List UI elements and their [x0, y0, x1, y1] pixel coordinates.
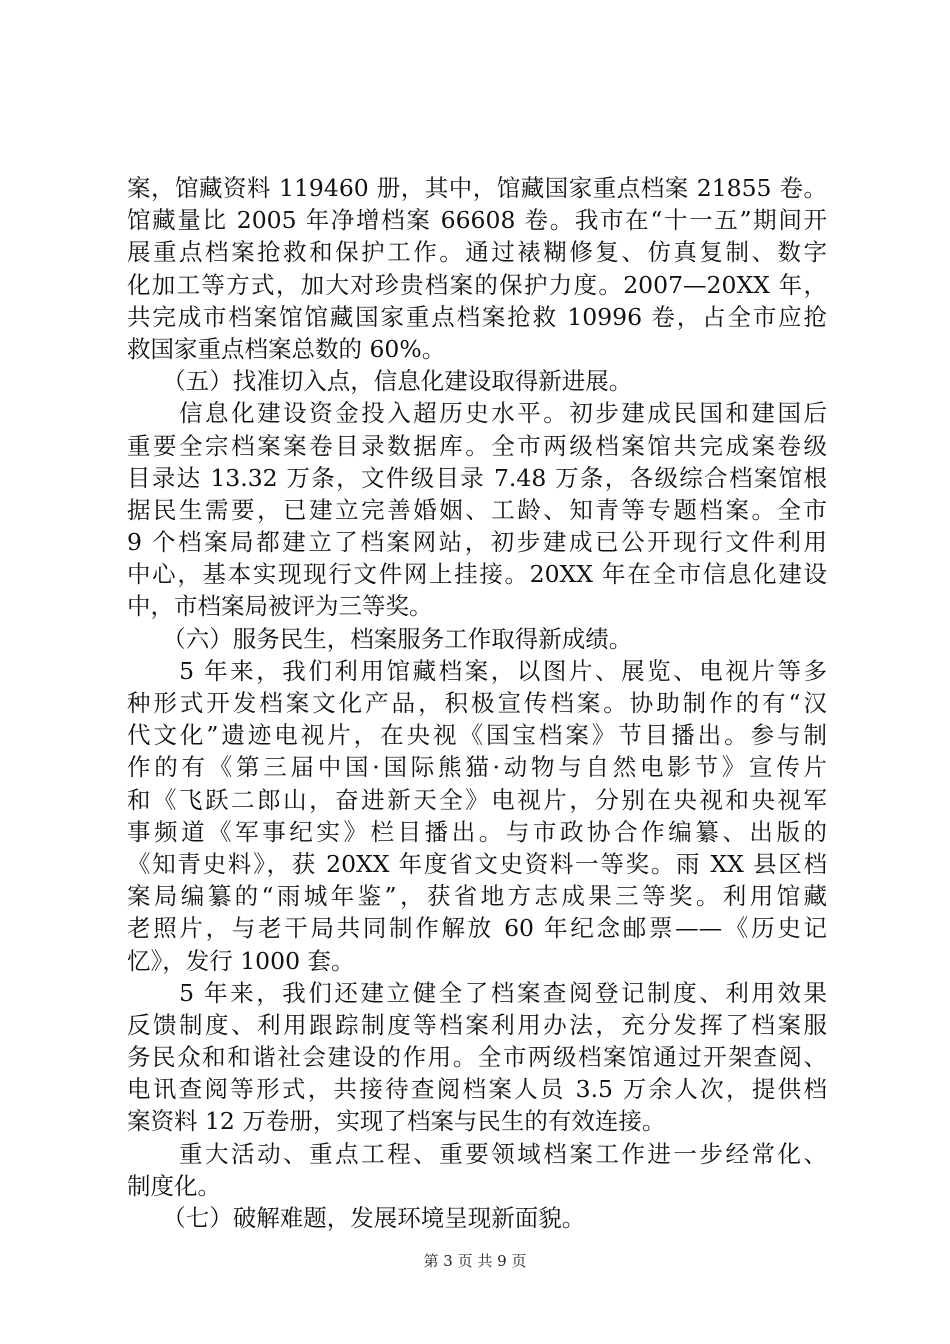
text-line: 目录达 13.32 万条，文件级目录 7.48 万条，各级综合档案馆根 — [127, 463, 827, 492]
text-line: 救国家重点档案总数的 60%。 — [127, 334, 446, 363]
text-line: 中，市档案局被评为三等奖。 — [127, 592, 433, 621]
text-line: 制度化。 — [127, 1171, 221, 1200]
text-line: 共完成市档案馆馆藏国家重点档案抢救 10996 卷，占全市应抢 — [127, 302, 827, 331]
text-line: 据民生需要，已建立完善婚姻、工龄、知青等专题档案。全市 — [127, 495, 827, 524]
text-line: 电讯查阅等形式，共接待查阅档案人员 3.5 万余人次，提供档 — [127, 1075, 827, 1104]
text-line: 5 年来，我们还建立健全了档案查阅登记制度、利用效果 — [127, 978, 827, 1007]
text-line: 重要全宗档案案卷目录数据库。全市两级档案馆共完成案卷级 — [127, 431, 827, 460]
text-line: （五）找准切入点，信息化建设取得新进展。 — [127, 367, 633, 396]
text-line: 和《飞跃二郎山，奋进新天全》电视片，分别在央视和央视军 — [127, 785, 827, 814]
text-line: 种形式开发档案文化产品，积极宣传档案。协助制作的有“汉 — [127, 689, 827, 717]
text-line: （六）服务民生，档案服务工作取得新成绩。 — [127, 624, 633, 653]
text-line: 《知青史料》，获 20XX 年度省文史资料一等奖。雨 XX 县区档 — [127, 849, 827, 878]
text-line: 案，馆藏资料 119460 册，其中，馆藏国家重点档案 21855 卷。 — [127, 174, 827, 202]
page-footer: 第 3 页 共 9 页 — [423, 1252, 527, 1270]
text-line: 作的有《第三届中国·国际熊猫·动物与自然电影节》宣传片 — [127, 753, 827, 782]
text-line: 案局编纂的“雨城年鉴”，获省地方志成果三等奖。利用馆藏 — [127, 882, 827, 911]
text-line: 重大活动、重点工程、重要领域档案工作进一步经常化、 — [127, 1139, 827, 1168]
text-line: 老照片，与老干局共同制作解放 60 年纪念邮票——《历史记 — [127, 914, 827, 943]
document-body — [127, 172, 827, 1234]
text-line: 信息化建设资金投入超历史水平。初步建成民国和建国后 — [127, 399, 827, 428]
text-line: 中心，基本实现现行文件网上挂接。20XX 年在全市信息化建设 — [127, 560, 827, 589]
text-line: 忆》，发行 1000 套。 — [127, 946, 355, 975]
text-line: 案资料 12 万卷册，实现了档案与民生的有效连接。 — [127, 1107, 666, 1136]
text-line: 化加工等方式，加大对珍贵档案的保护力度。2007—20XX 年， — [127, 270, 827, 299]
text-line: 展重点档案抢救和保护工作。通过裱糊修复、仿真复制、数字 — [127, 238, 827, 267]
text-line: 事频道《军事纪实》栏目播出。与市政协合作编纂、出版的 — [127, 817, 827, 846]
text-line: 馆藏量比 2005 年净增档案 66608 卷。我市在“十一五”期间开 — [127, 206, 827, 235]
text-line: 代文化”遗迹电视片，在央视《国宝档案》节目播出。参与制 — [127, 721, 827, 750]
text-line: （七）破解难题，发展环境呈现新面貌。 — [127, 1204, 586, 1232]
text-line: 务民众和和谐社会建设的作用。全市两级档案馆通过开架查阅、 — [127, 1043, 827, 1072]
text-line: 9 个档案局都建立了档案网站，初步建成已公开现行文件利用 — [127, 528, 827, 557]
text-line: 5 年来，我们利用馆藏档案，以图片、展览、电视片等多 — [127, 656, 827, 685]
text-line: 反馈制度、利用跟踪制度等档案利用办法，充分发挥了档案服 — [127, 1010, 827, 1039]
